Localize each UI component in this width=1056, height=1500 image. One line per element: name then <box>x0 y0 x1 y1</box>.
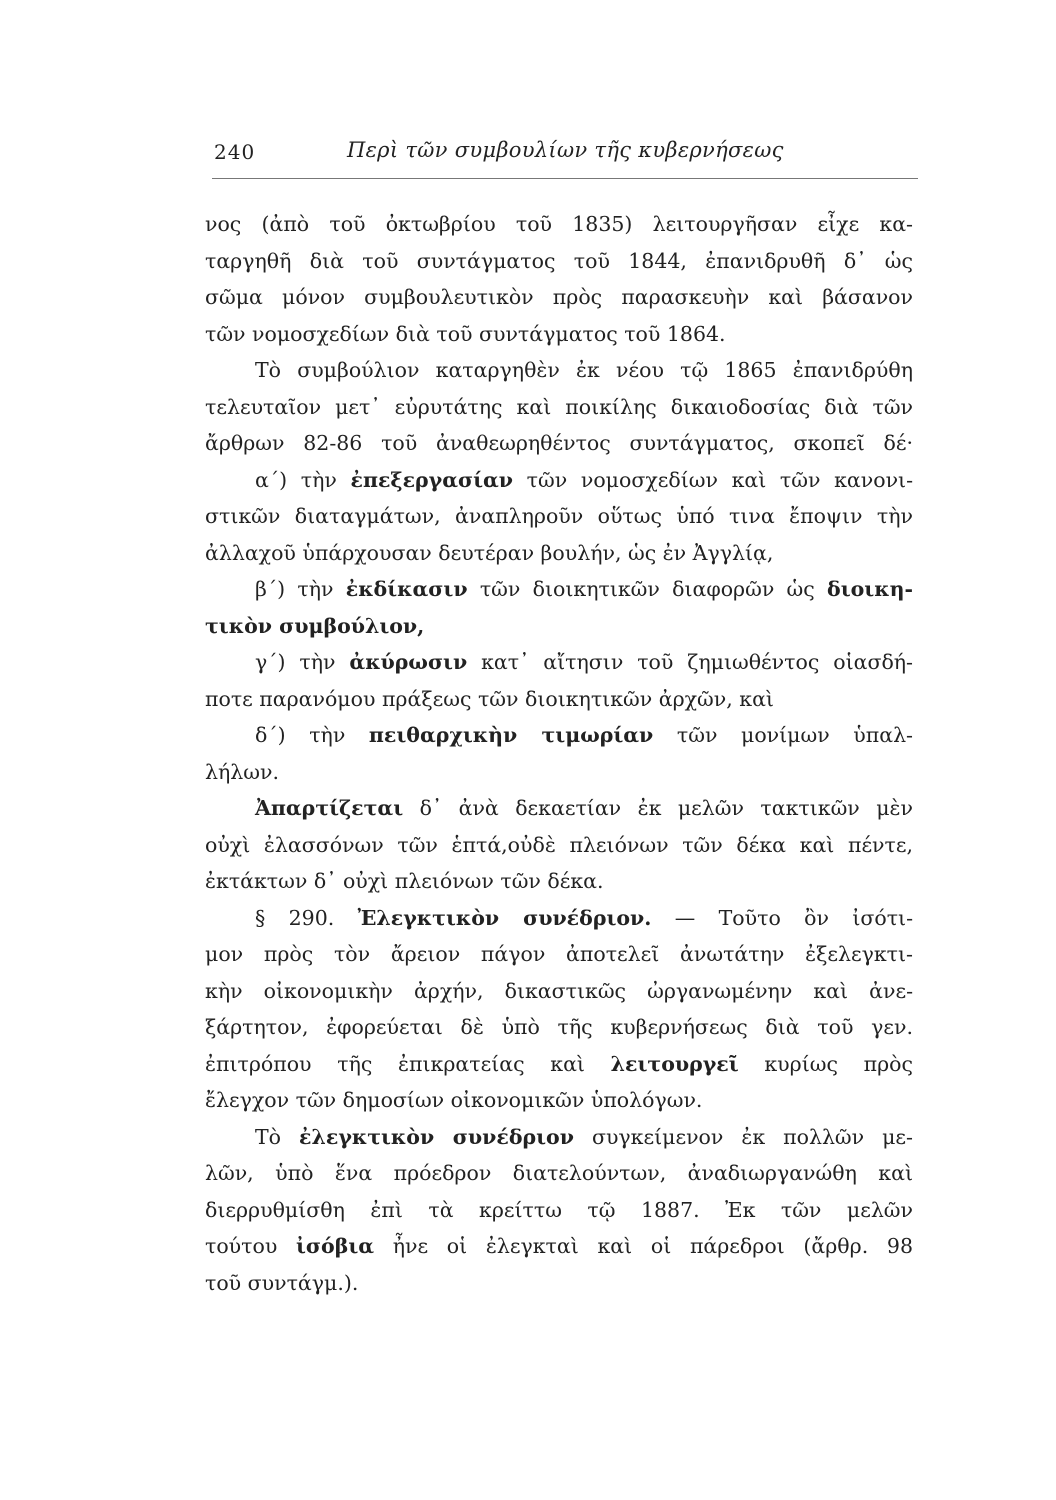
emphasis: λειτουργεῖ <box>610 1051 739 1076</box>
text-line: στικῶν διαταγμάτων, ἀναπληροῦν οὕτως ὑπό τινα ἔποψιν τὴν <box>205 504 913 528</box>
emphasis: ἰσόβια <box>296 1234 375 1258</box>
text-line: Τὸ συμβούλιον καταργηθὲν ἐκ νέου τῷ 1865 ἐπανιδρύθη <box>255 358 913 382</box>
text-line: μον πρὸς τὸν ἄρειον πάγον ἀποτελεῖ ἀνωτάτην ἐξελεγκτι- <box>205 942 913 966</box>
page-header <box>212 130 918 179</box>
emphasis: ἐκδίκασιν <box>345 577 468 601</box>
emphasis: πειθαρχικὴν τιμωρίαν <box>368 723 654 747</box>
text-line: τῶν νομοσχεδίων διὰ τοῦ συντάγματος τοῦ 1864. <box>205 321 726 346</box>
text-line: τούτου ἰσόβια ἦνε οἱ ἐλεγκταὶ καὶ οἱ πάρεδροι (ἄρθρ. 98 <box>205 1234 913 1258</box>
text-line: λῶν, ὑπὸ ἕνα πρόεδρον διατελούντων, ἀναδιωργανώθη καὶ <box>205 1161 913 1185</box>
text-line: δ΄) τὴν πειθαρχικὴν τιμωρίαν τῶν μονίμων ὑπαλ- <box>255 723 913 747</box>
text-line: γ΄) τὴν ἀκύρωσιν κατ᾿ αἴτησιν τοῦ ζημιωθέντος οἱασδή- <box>255 650 913 674</box>
text-line: β΄) τὴν ἐκδίκασιν τῶν διοικητικῶν διαφορῶν ὡς διοικη- <box>255 577 913 601</box>
text-line: α΄) τὴν ἐπεξεργασίαν τῶν νομοσχεδίων καὶ τῶν κανονι- <box>255 467 913 492</box>
text-line: ἐκτάκτων δ᾿ οὐχὶ πλειόνων τῶν δέκα. <box>205 869 604 893</box>
emphasis: ἀκύρωσιν <box>349 650 468 674</box>
page-number: 240 <box>214 140 256 164</box>
section-heading: Ἐλεγκτικὸν συνέδριον. <box>357 905 652 930</box>
text-line: Τὸ ἐλεγκτικὸν συνέδριον συγκείμενον ἐκ πολλῶν με- <box>255 1124 913 1149</box>
text-line: Ἀπαρτίζεται δ᾿ ἀνὰ δεκαετίαν ἐκ μελῶν τακτικῶν μὲν <box>255 796 913 820</box>
emphasis: ἐπεξεργασίαν <box>350 467 514 492</box>
text-line: διερρυθμίσθη ἐπὶ τὰ κρείττω τῷ 1887. Ἐκ τῶν μελῶν <box>205 1197 913 1222</box>
body-text <box>205 206 913 1301</box>
text-line: λήλων. <box>205 759 279 784</box>
text-line <box>205 608 913 645</box>
text-line: ποτε παρανόμου πράξεως τῶν διοικητικῶν ἀρχῶν, καὶ <box>205 686 774 711</box>
text-line: κὴν οἰκονομικὴν ἀρχήν, δικαστικῶς ὠργανωμένην καὶ ἀνε- <box>205 978 913 1003</box>
running-title: Περὶ τῶν συμβουλίων τῆς κυβερνήσεως <box>347 138 784 162</box>
text-line: νος (ἀπὸ τοῦ ὀκτωβρίου τοῦ 1835) λειτουργῆσαν εἶχε κα- <box>205 212 913 236</box>
section-heading-line: § 290. Ἐλεγκτικὸν συνέδριον. — Τοῦτο ὂν ἰσότι- <box>255 905 913 930</box>
text-line: ταργηθῆ διὰ τοῦ συντάγματος τοῦ 1844, ἐπανιδρυθῆ δ᾿ ὡς <box>205 248 913 273</box>
text-line: ξάρτητον, ἐφορεύεται δὲ ὑπὸ τῆς κυβερνήσεως διὰ τοῦ γεν. <box>205 1015 913 1039</box>
emphasis: Ἀπαρτίζεται <box>255 796 404 820</box>
text-line: τελευταῖον μετ᾿ εὐρυτάτης καὶ ποικίλης δικαιοδοσίας διὰ τῶν <box>205 394 913 419</box>
text-line: ἄρθρων 82-86 τοῦ ἀναθεωρηθέντος συντάγματος, σκοπεῖ δέ· <box>205 431 913 455</box>
text-line: σῶμα μόνον συμβουλευτικὸν πρὸς παρασκευὴν καὶ βάσανον <box>205 285 913 309</box>
emphasis: ἐλεγκτικὸν συνέδριον <box>299 1124 574 1149</box>
emphasis: τικὸν συμβούλιον, <box>205 613 425 638</box>
emphasis: διοικη- <box>827 577 913 601</box>
text-line: τοῦ συντάγμ.). <box>205 1270 359 1295</box>
text-line: οὐχὶ ἐλασσόνων τῶν ἑπτά,οὐδὲ πλειόνων τῶν δέκα καὶ πέντε, <box>205 832 913 857</box>
text-line: ἔλεγχον τῶν δημοσίων οἰκονομικῶν ὑπολόγων. <box>205 1088 703 1112</box>
text-line: ἀλλαχοῦ ὑπάρχουσαν δευτέραν βουλήν, ὡς ἐν Ἀγγλίᾳ, <box>205 540 774 565</box>
text-line: ἐπιτρόπου τῆς ἐπικρατείας καὶ λειτουργεῖ κυρίως πρὸς <box>205 1051 913 1076</box>
